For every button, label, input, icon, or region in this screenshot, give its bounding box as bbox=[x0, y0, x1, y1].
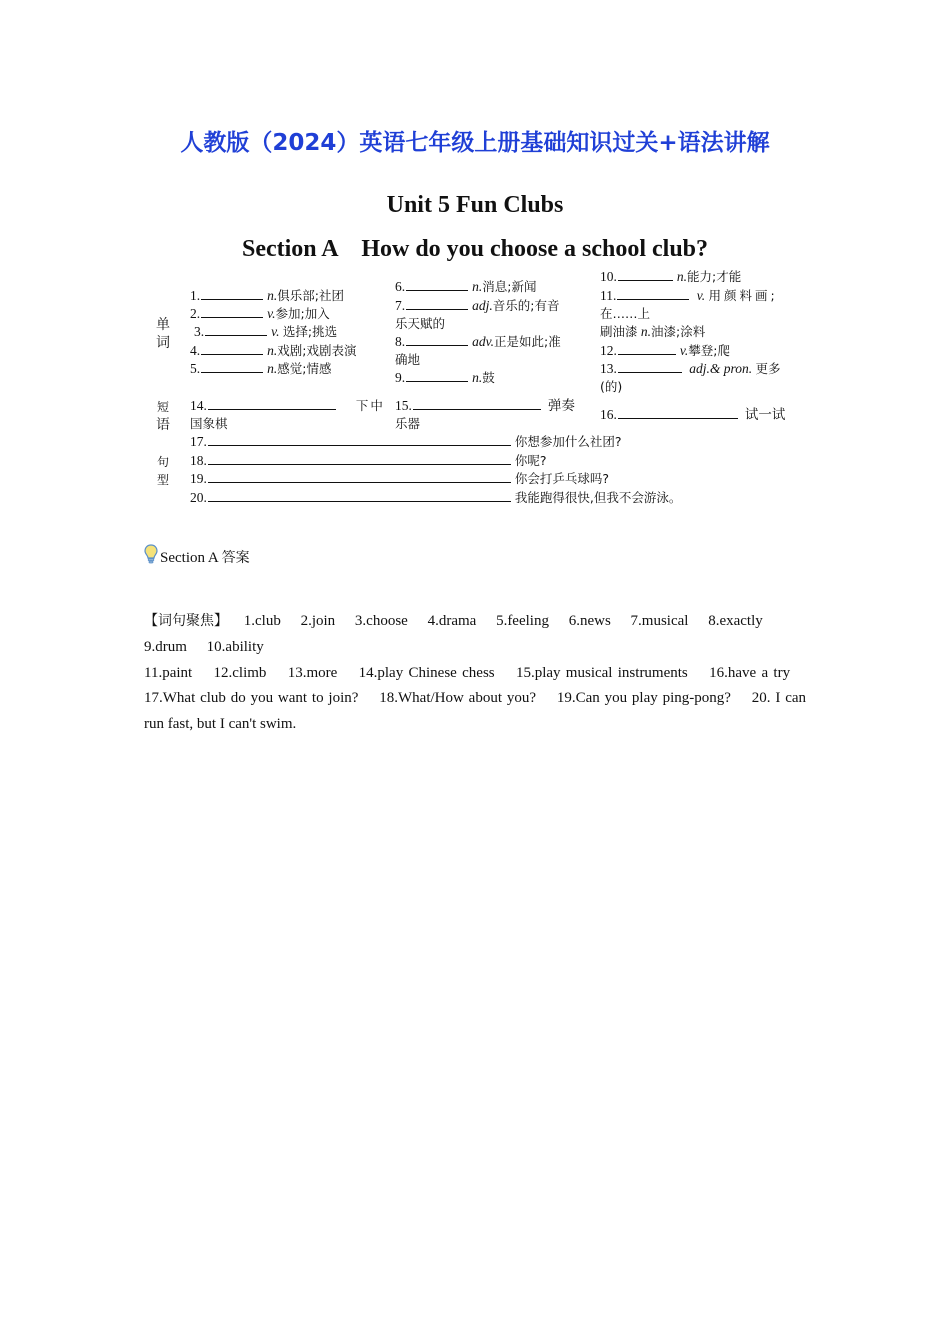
sentence-item-20: 20. 我能跑得很快,但我不会游泳。 bbox=[190, 490, 682, 505]
answer-blank[interactable] bbox=[208, 433, 511, 446]
answer-item: 14.play Chinese chess bbox=[358, 664, 495, 681]
answer-blank[interactable] bbox=[406, 333, 468, 346]
answer-blank[interactable] bbox=[617, 287, 689, 300]
answer-item: 3.choose bbox=[354, 613, 408, 629]
word-item-9: 9. n.鼓 bbox=[395, 370, 495, 385]
word-item-2: 2. v.参加;加入 bbox=[190, 306, 330, 321]
word-item-5: 5. n.感觉;情感 bbox=[190, 361, 332, 376]
category-sentences: 句 型 bbox=[156, 455, 169, 487]
word-item-7-cont: 乐天赋的 bbox=[395, 316, 446, 331]
answer-item: 2.join bbox=[300, 613, 336, 629]
answer-item: 12.climb bbox=[213, 664, 267, 681]
answer-blank[interactable] bbox=[201, 287, 263, 300]
answer-item: 7.musical bbox=[630, 613, 689, 629]
answer-item: 19.Can you play ping-pong? bbox=[556, 690, 731, 707]
answer-item: 15.play musical instruments bbox=[515, 664, 688, 681]
word-item-13: 13. adj.& pron. 更多 bbox=[600, 361, 781, 376]
lightbulb-icon bbox=[144, 544, 158, 571]
answer-blank[interactable] bbox=[618, 342, 676, 355]
answer-blank[interactable] bbox=[618, 360, 682, 373]
answer-item: 13.more bbox=[287, 664, 338, 681]
phrase-item-14: 14. 下中 bbox=[190, 398, 385, 413]
word-item-8-cont: 确地 bbox=[395, 352, 421, 367]
word-item-7: 7. adj.音乐的;有音 bbox=[395, 298, 560, 313]
answer-heading: Section A 答案 bbox=[144, 544, 250, 571]
sentence-item-19: 19. 你会打乒乓球吗? bbox=[190, 471, 610, 486]
answer-blank[interactable] bbox=[618, 406, 738, 419]
answer-item: 9.drum bbox=[144, 638, 187, 655]
word-item-13-cont: (的) bbox=[600, 379, 623, 394]
section-title: Section A How do you choose a school club? bbox=[241, 236, 709, 262]
phrase-item-16: 16. 试一试 bbox=[600, 407, 786, 423]
answer-item: 4.drama bbox=[427, 613, 477, 629]
answer-item: 5.feeling bbox=[496, 613, 549, 629]
answer-item: 18.What/How about you? bbox=[379, 690, 536, 707]
answer-blank[interactable] bbox=[208, 489, 511, 502]
answer-item: 1.club bbox=[243, 613, 281, 629]
answer-item: 8.exactly bbox=[708, 613, 763, 629]
answer-item: 6.news bbox=[568, 613, 611, 629]
answer-blank[interactable] bbox=[208, 470, 511, 483]
answer-blank[interactable] bbox=[201, 305, 263, 318]
category-words: 单 词 bbox=[156, 317, 170, 351]
phrase-item-15: 15. 弹奏 bbox=[395, 398, 575, 414]
answer-item: 10.ability bbox=[206, 638, 264, 655]
word-item-12: 12. v.攀登;爬 bbox=[600, 343, 730, 358]
answer-item: 17.What club do you want to join? bbox=[144, 690, 359, 707]
answer-item: 20. I can run fast, but I can't swim. bbox=[144, 690, 807, 733]
word-item-11-cont: 在……上 bbox=[600, 306, 651, 321]
category-phrases: 短 语 bbox=[156, 400, 170, 433]
answer-blank[interactable] bbox=[413, 397, 541, 410]
answer-blank[interactable] bbox=[406, 369, 468, 382]
unit-title: Unit 5 Fun Clubs bbox=[386, 192, 564, 218]
word-item-11: 11. v. 用颜料画; bbox=[600, 288, 778, 303]
answer-blank[interactable] bbox=[618, 268, 673, 281]
answer-blank[interactable] bbox=[205, 323, 267, 336]
answer-item: 11.paint bbox=[144, 664, 193, 681]
answer-blank[interactable] bbox=[406, 278, 468, 291]
answer-blank[interactable] bbox=[201, 342, 263, 355]
word-item-3: 3. v. 选择;挑选 bbox=[194, 324, 338, 339]
answer-blank[interactable] bbox=[201, 360, 263, 373]
answer-label: 【词句聚焦】 bbox=[144, 613, 228, 629]
answer-blank[interactable] bbox=[208, 397, 336, 410]
phrase-item-15-cont: 乐器 bbox=[395, 416, 421, 431]
word-item-6: 6. n.消息;新闻 bbox=[395, 279, 537, 294]
word-item-8: 8. adv.正是如此;准 bbox=[395, 334, 561, 349]
word-item-11-cont-2: 刷油漆 n.油漆;涂料 bbox=[600, 324, 706, 339]
answer-blank[interactable] bbox=[208, 452, 511, 465]
word-item-1: 1. n.俱乐部;社团 bbox=[190, 288, 344, 303]
word-item-4: 4. n.戏剧;戏剧表演 bbox=[190, 343, 357, 358]
sentence-item-18: 18. 你呢? bbox=[190, 453, 547, 468]
answer-item: 16.have a try bbox=[709, 664, 791, 681]
answer-key bbox=[144, 609, 806, 738]
sentence-item-17: 17. 你想参加什么社团? bbox=[190, 434, 622, 449]
answer-blank[interactable] bbox=[406, 297, 468, 310]
phrase-item-14-cont: 国象棋 bbox=[190, 416, 228, 431]
document-title: 人教版（2024）英语七年级上册基础知识过关+语法讲解 bbox=[180, 130, 770, 156]
word-item-10: 10. n.能力;才能 bbox=[600, 269, 742, 284]
